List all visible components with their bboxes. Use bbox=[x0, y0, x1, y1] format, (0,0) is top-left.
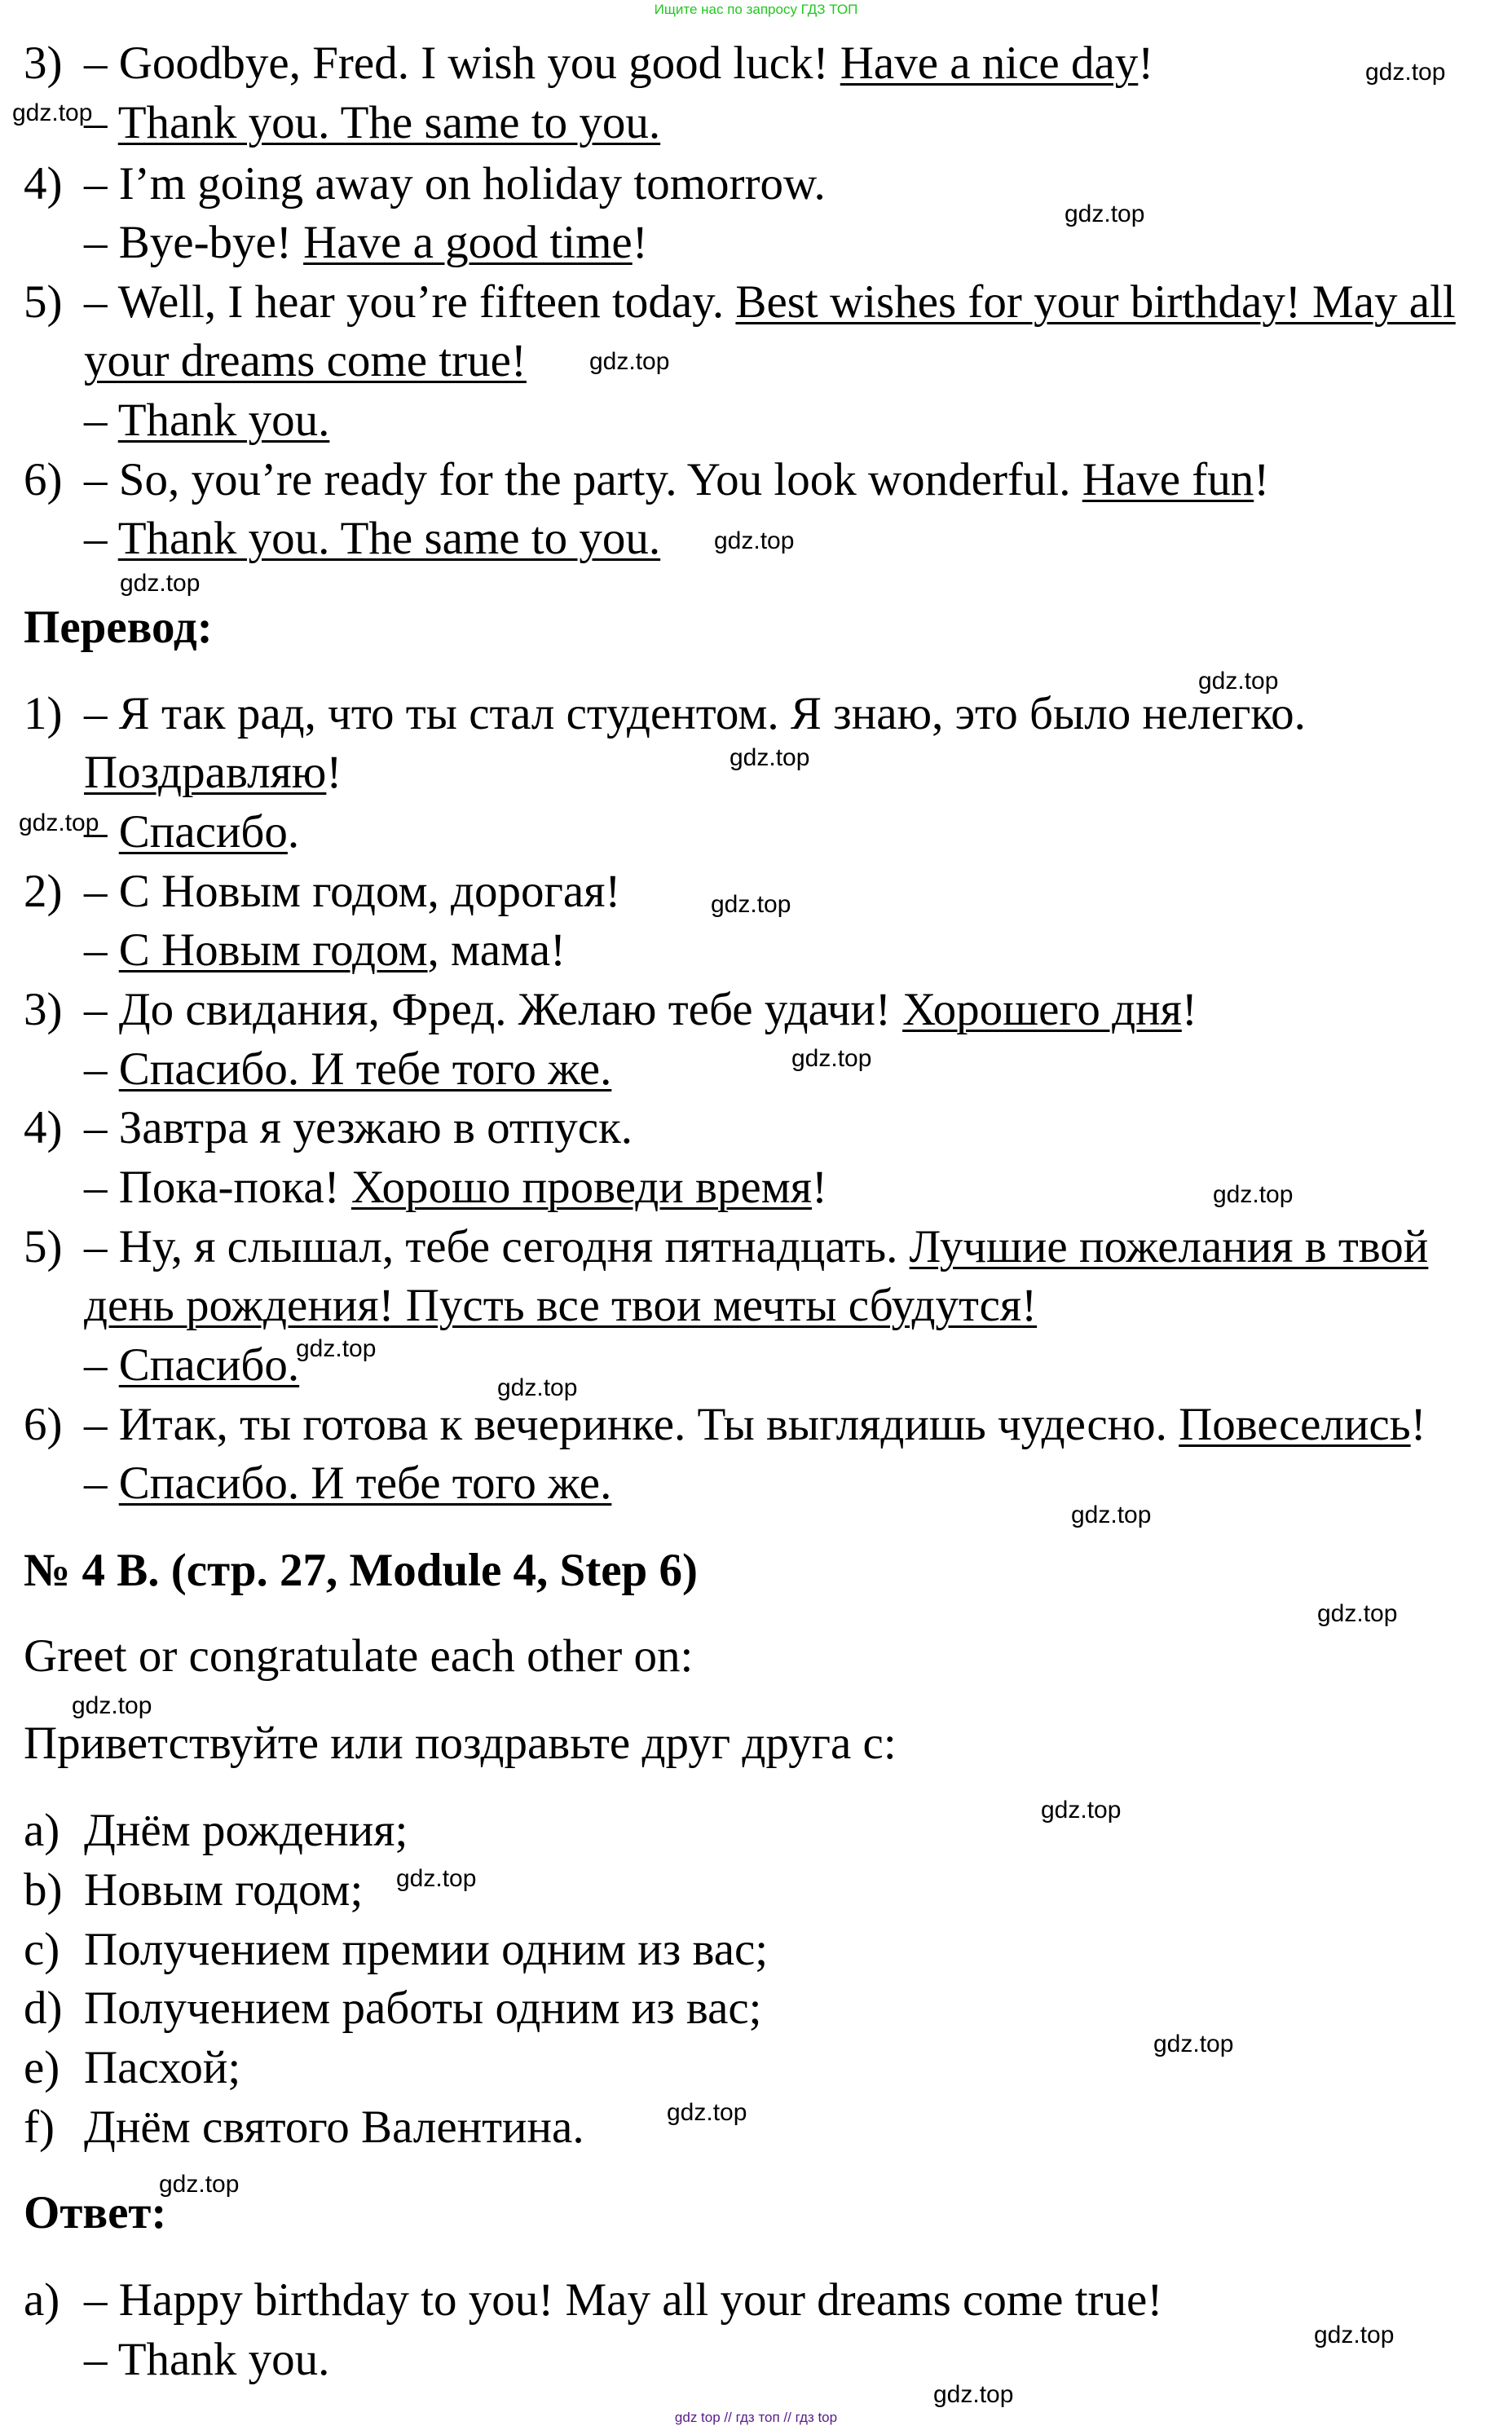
text-line bbox=[84, 513, 660, 565]
text-segment: Днём рождения; bbox=[84, 1805, 408, 1856]
text-segment: – Пока-пока! bbox=[84, 1162, 351, 1213]
underlined-phrase: Поздравляю bbox=[84, 747, 327, 798]
underlined-phrase: your dreams come true! bbox=[84, 335, 527, 386]
text-segment: – bbox=[84, 1043, 119, 1095]
text-segment: Приветствуйте или поздравьте друг друга с: bbox=[24, 1718, 897, 1769]
text-segment: . bbox=[287, 806, 300, 858]
text-segment: – Ну, я слышал, тебе сегодня пятнадцать. bbox=[84, 1221, 910, 1272]
watermark-text: gdz.top bbox=[1314, 2322, 1395, 2348]
underlined-phrase: Спасибо. bbox=[118, 1339, 300, 1391]
text-line bbox=[24, 1545, 698, 1597]
watermark-text: gdz.top bbox=[667, 2099, 747, 2126]
text-line bbox=[84, 1339, 299, 1391]
underlined-phrase: Повеселись bbox=[1179, 1399, 1411, 1450]
text-segment: Пасхой; bbox=[84, 2042, 241, 2093]
underlined-phrase: Thank you. The same to you. bbox=[117, 97, 661, 148]
text-segment: ! bbox=[1254, 454, 1270, 505]
text-segment: № 4 B. (стр. 27, Module 4, Step 6) bbox=[24, 1545, 698, 1596]
text-line bbox=[24, 1982, 762, 2035]
item-number: a) bbox=[24, 1805, 60, 1856]
item-number: e) bbox=[24, 2042, 60, 2093]
text-line bbox=[84, 395, 329, 447]
text-line bbox=[24, 1924, 769, 1976]
underlined-phrase: Thank you. bbox=[117, 395, 330, 446]
watermark-text: gdz.top bbox=[791, 1045, 872, 1072]
text-line bbox=[84, 1162, 827, 1214]
watermark-text: gdz.top bbox=[730, 744, 810, 771]
watermark-text: gdz.top bbox=[72, 1692, 152, 1719]
text-line bbox=[24, 1221, 1429, 1273]
watermark-text: gdz.top bbox=[1041, 1797, 1122, 1824]
text-line bbox=[24, 276, 1456, 329]
item-number: 6) bbox=[24, 1399, 63, 1450]
underlined-phrase: Спасибо bbox=[118, 806, 288, 858]
text-segment: – bbox=[84, 806, 119, 858]
text-line bbox=[84, 806, 299, 858]
text-segment: , мама! bbox=[427, 924, 566, 976]
text-segment: ! bbox=[632, 217, 648, 268]
text-segment: Получением премии одним из вас; bbox=[84, 1924, 769, 1975]
item-number: 4) bbox=[24, 158, 63, 209]
watermark-text: gdz.top bbox=[497, 1374, 578, 1401]
text-segment: – Итак, ты готова к вечеринке. Ты выглядишь чудесно. bbox=[84, 1399, 1179, 1450]
underlined-phrase: Хорошо проведи время bbox=[350, 1162, 812, 1213]
text-segment: – bbox=[84, 924, 119, 976]
text-segment: ! bbox=[812, 1162, 827, 1213]
watermark-text: gdz.top bbox=[589, 348, 670, 375]
watermark-text: gdz.top bbox=[1071, 1502, 1152, 1528]
item-number: 3) bbox=[24, 37, 63, 89]
text-line bbox=[84, 924, 566, 977]
text-line bbox=[24, 1630, 693, 1682]
watermark-text: gdz.top bbox=[1153, 2031, 1234, 2057]
watermark-text: gdz.top bbox=[1198, 668, 1279, 695]
underlined-phrase: Спасибо. И тебе того же. bbox=[118, 1458, 612, 1509]
item-number: c) bbox=[24, 1924, 60, 1975]
footer-banner: gdz top // гдз топ // гдз top bbox=[674, 2410, 838, 2425]
text-segment: – Завтра я уезжаю в отпуск. bbox=[84, 1102, 633, 1153]
watermark-text: gdz.top bbox=[1317, 1600, 1398, 1627]
text-line bbox=[24, 2042, 241, 2094]
text-segment: – bbox=[84, 97, 118, 148]
underlined-phrase: Have a nice day bbox=[840, 37, 1139, 89]
underlined-phrase: Thank you. The same to you. bbox=[117, 513, 661, 564]
text-segment: – Happy birthday to you! May all your dreams come true! bbox=[84, 2274, 1163, 2326]
text-segment: – bbox=[84, 1339, 119, 1391]
text-line bbox=[24, 454, 1270, 506]
text-segment: Перевод: bbox=[24, 602, 213, 653]
watermark-text: gdz.top bbox=[1065, 201, 1145, 227]
text-segment: Новым годом; bbox=[84, 1864, 364, 1916]
text-line bbox=[24, 866, 621, 918]
text-line bbox=[24, 1399, 1426, 1451]
text-line bbox=[24, 2274, 1163, 2326]
text-segment: Greet or congratulate each other on: bbox=[24, 1630, 694, 1682]
item-number: a) bbox=[24, 2274, 60, 2326]
text-line bbox=[84, 1280, 1037, 1332]
item-number: f) bbox=[24, 2101, 55, 2153]
watermark-text: gdz.top bbox=[120, 570, 201, 597]
text-segment: – Goodbye, Fred. I wish you good luck! bbox=[84, 37, 840, 89]
text-line bbox=[24, 2101, 584, 2154]
item-number: 3) bbox=[24, 984, 63, 1035]
text-segment: – Thank you. bbox=[84, 2334, 330, 2385]
text-segment: ! bbox=[1181, 984, 1197, 1035]
underlined-phrase: Have a good time bbox=[303, 217, 633, 268]
text-line bbox=[24, 1718, 897, 1770]
underlined-phrase: Have fun bbox=[1082, 454, 1254, 505]
text-segment: – So, you’re ready for the party. You look wonderful. bbox=[84, 454, 1082, 505]
text-segment: – bbox=[84, 395, 118, 446]
text-segment: ! bbox=[1138, 37, 1154, 89]
item-number: b) bbox=[24, 1864, 63, 1916]
text-segment: – Well, I hear you’re fifteen today. bbox=[84, 276, 736, 328]
watermark-text: gdz.top bbox=[714, 527, 795, 554]
watermark-text: gdz.top bbox=[12, 99, 93, 126]
text-segment: – bbox=[84, 513, 118, 564]
underlined-phrase: Best wishes for your birthday! May all bbox=[735, 276, 1456, 328]
text-line bbox=[84, 1458, 611, 1510]
underlined-phrase: Лучшие пожелания в твой bbox=[909, 1221, 1429, 1272]
underlined-phrase: Хорошего дня bbox=[902, 984, 1182, 1035]
item-number: 5) bbox=[24, 1221, 63, 1272]
watermark-text: gdz.top bbox=[296, 1335, 377, 1362]
text-line bbox=[24, 2187, 166, 2239]
text-segment: ! bbox=[326, 747, 342, 798]
text-line bbox=[24, 688, 1306, 740]
text-line bbox=[84, 1043, 611, 1096]
item-number: 1) bbox=[24, 688, 63, 739]
item-number: 4) bbox=[24, 1102, 63, 1153]
text-line bbox=[84, 217, 648, 269]
text-segment: – Я так рад, что ты стал студентом. Я знаю, это было нелегко. bbox=[84, 688, 1306, 739]
watermark-text: gdz.top bbox=[711, 891, 791, 918]
item-number: 5) bbox=[24, 276, 63, 328]
text-line bbox=[24, 1102, 633, 1154]
text-line bbox=[84, 335, 527, 387]
text-segment: – С Новым годом, дорогая! bbox=[84, 866, 621, 917]
text-line bbox=[24, 602, 213, 654]
item-number: d) bbox=[24, 1982, 63, 2034]
text-line bbox=[24, 984, 1197, 1036]
text-segment: – bbox=[84, 1458, 119, 1509]
underlined-phrase: Спасибо. И тебе того же. bbox=[118, 1043, 612, 1095]
text-segment: Ответ: bbox=[24, 2187, 167, 2238]
text-line bbox=[24, 158, 826, 210]
text-line bbox=[84, 747, 342, 799]
text-segment: ! bbox=[1410, 1399, 1426, 1450]
watermark-text: gdz.top bbox=[1213, 1181, 1294, 1208]
underlined-phrase: день рождения! Пусть все твои мечты сбудутся! bbox=[84, 1280, 1038, 1331]
watermark-text: gdz.top bbox=[19, 809, 99, 836]
text-segment: Днём святого Валентина. bbox=[84, 2101, 584, 2153]
item-number: 6) bbox=[24, 454, 63, 505]
watermark-text: gdz.top bbox=[933, 2381, 1014, 2408]
text-segment: – До свидания, Фред. Желаю тебе удачи! bbox=[84, 984, 903, 1035]
item-number: 2) bbox=[24, 866, 63, 917]
text-segment: – I’m going away on holiday tomorrow. bbox=[84, 158, 826, 209]
text-line bbox=[84, 97, 660, 149]
search-banner: Ищите нас по запросу ГДЗ ТОП bbox=[654, 2, 858, 17]
text-line bbox=[84, 2334, 329, 2386]
text-segment: – Bye-bye! bbox=[84, 217, 304, 268]
watermark-text: gdz.top bbox=[159, 2171, 240, 2198]
text-line bbox=[24, 37, 1154, 90]
watermark-text: gdz.top bbox=[396, 1865, 477, 1892]
text-line bbox=[24, 1864, 364, 1916]
watermark-text: gdz.top bbox=[1365, 59, 1446, 86]
text-segment: Получением работы одним из вас; bbox=[84, 1982, 762, 2034]
underlined-phrase: С Новым годом bbox=[118, 924, 428, 976]
text-line bbox=[24, 1805, 408, 1857]
